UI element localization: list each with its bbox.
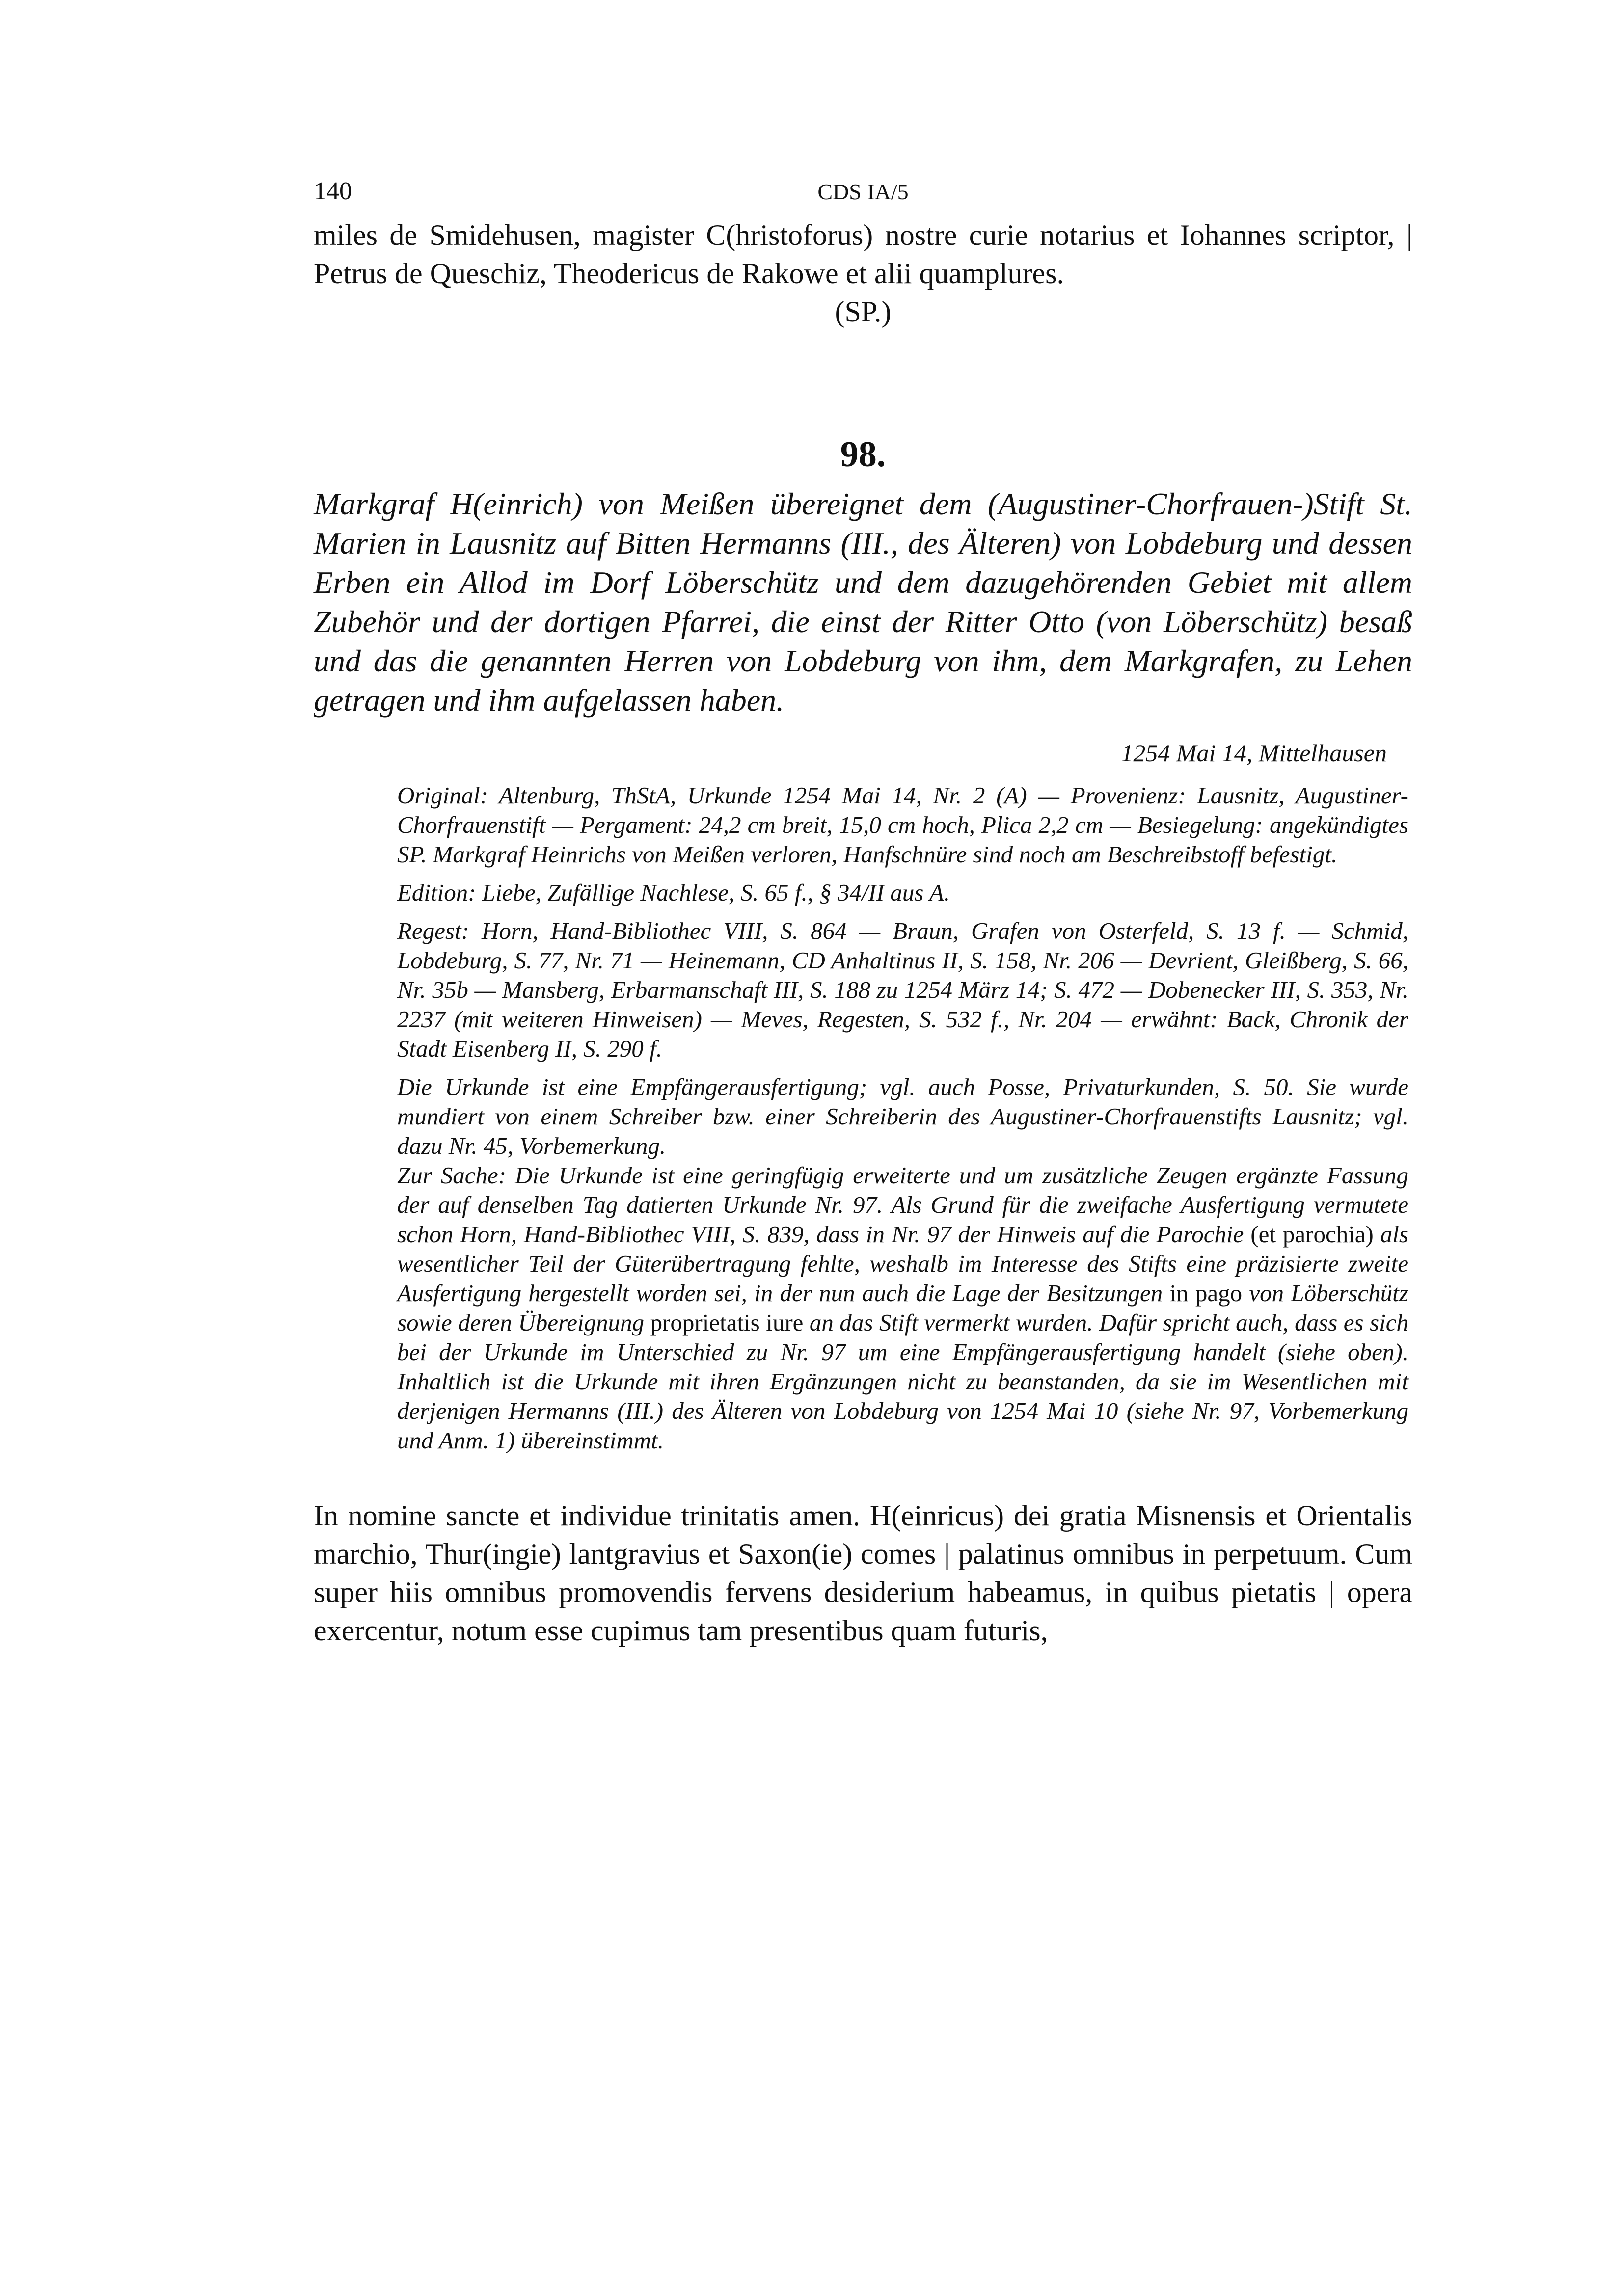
- seal-note: (SP.): [835, 295, 892, 328]
- apparatus-regest: Regest: Horn, Hand-Bibliothec VIII, S. 864 — Braun, Grafen von Osterfeld, S. 13 f. — Schmid, Lobdeburg, S. 77, Nr. 71 — Heinemann, CD Anhaltinus II, S. 158, Nr. 206 — Devrient, Gleißberg, S. 66, Nr. 35b — Mansberg, Erbarmanschaft III, S. 188 zu 1254 März 14; S. 472 — Dobenecker III, S. 353, Nr. 2237 (mit weiteren Hinweisen) — Meves, Regesten, S. 532 f., Nr. 204 — erwähnt: Back, Chronik der Stadt Eisenberg II, S. 290 f.: [397, 917, 1408, 1062]
- remark-text: an das Stift vermerkt wurden. Dafür spricht auch, dass es sich bei der Urkunde im Unterschied zu Nr. 97 um eine Empfängerausfertigung handelt (siehe oben). Inhaltlich ist die Urkunde mit ihren Ergänzungen nicht zu beanstanden, da sie im Wesentlichen mit derjenigen Hermanns (III.) des Älteren von Lobdeburg von 1254 Mai 10 (siehe Nr. 97, Vorbemerkung und Anm. 1) übereinstimmt.: [397, 1309, 1409, 1454]
- document-text: [314, 1496, 1412, 1650]
- document-dating: 1254 Mai 14, Mittelhausen: [1121, 739, 1387, 767]
- apparatus-original: Original: Altenburg, ThStA, Urkunde 1254 Mai 14, Nr. 2 (A) — Provenienz: Lausnitz, Augustiner-Chorfrauenstift — Pergament: 24,2 cm breit, 15,0 cm hoch, Plica 2,2 cm — Besiegelung: angekündigtes SP. Markgraf Heinrichs von Meißen verloren, Hanfschnüre sind noch am Beschreibstoff befestigt.: [397, 782, 1408, 868]
- document-regest: Markgraf H(einrich) von Meißen übereignet dem (Augustiner-Chorfrauen-)Stift St. Marien in Lausnitz auf Bitten Hermanns (III., des Älteren) von Lobdeburg und dessen Erben ein Allod im Dorf Löberschütz und dem dazugehörenden Gebiet mit allem Zubehör und der dortigen Pfarrei, die einst der Ritter Otto (von Löberschütz) besaß und das die genannten Herren von Lobdeburg von ihm, dem Markgrafen, zu Lehen getragen und ihm aufgelassen haben.: [314, 486, 1412, 718]
- apparatus-remark-recipient: Die Urkunde ist eine Empfängerausfertigung; vgl. auch Posse, Privaturkunden, S. 50. Sie wurde mundiert von einem Schreiber bzw. einer Schreiberin des Augustiner-Chorfrauenstifts Lausnitz; vgl. dazu Nr. 45, Vorbemerkung.: [397, 1073, 1408, 1159]
- latin-quote: in pago: [1169, 1280, 1243, 1307]
- remark-text: Zur Sache: Die Urkunde ist eine geringfügig erweiterte und um zusätzliche Zeugen ergänzte Fassung der auf denselben Tag datierten Urkunde Nr. 97. Als Grund für die zweifache Ausfertigung vermutete schon Horn, Hand-Bibliothec VIII, S. 839, dass in Nr. 97 der Hinweis auf die Parochie: [397, 1162, 1408, 1248]
- latin-quote: (et parochia): [1250, 1221, 1374, 1248]
- remark-text: von Löberschütz sowie deren Übereignung: [397, 1280, 1408, 1336]
- document-number: 98.: [840, 434, 886, 475]
- document-page: [314, 162, 1412, 1650]
- page-number: 140: [314, 177, 352, 205]
- latin-quote: proprietatis iure: [650, 1309, 804, 1336]
- charter-text: In nomine sancte et individue trinitatis amen. H(einricus) dei gratia Misnensis et Orientalis marchio, Thur(ingie) lantgravius et Saxon(ie) comes | palatinus omnibus in perpetuum. Cum super hiis omnibus promovendis fervens desiderium habeamus, in quibus pietatis | opera exercentur, notum esse cupimus tam presentibus quam futuris,: [314, 1499, 1412, 1647]
- apparatus-remark-subject: [397, 1161, 1408, 1455]
- previous-document-text: miles de Smidehusen, magister C(hristoforus) nostre curie notarius et Iohannes scriptor, | Petrus de Queschiz, Theodericus de Rakowe et alii quamplures.: [314, 219, 1412, 290]
- page-header: [314, 162, 1412, 216]
- apparatus-edition: Edition: Liebe, Zufällige Nachlese, S. 65 f., § 34/II aus A.: [397, 879, 950, 906]
- remark-text: als wesentlicher Teil der Güterübertragung fehlte, weshalb im Interesse des Stifts eine präzisierte zweite Ausfertigung hergestellt worden sei, in der nun auch die Lage der Besitzungen: [397, 1221, 1408, 1307]
- critical-apparatus: [397, 781, 1408, 1455]
- running-title: CDS IA/5: [817, 179, 909, 204]
